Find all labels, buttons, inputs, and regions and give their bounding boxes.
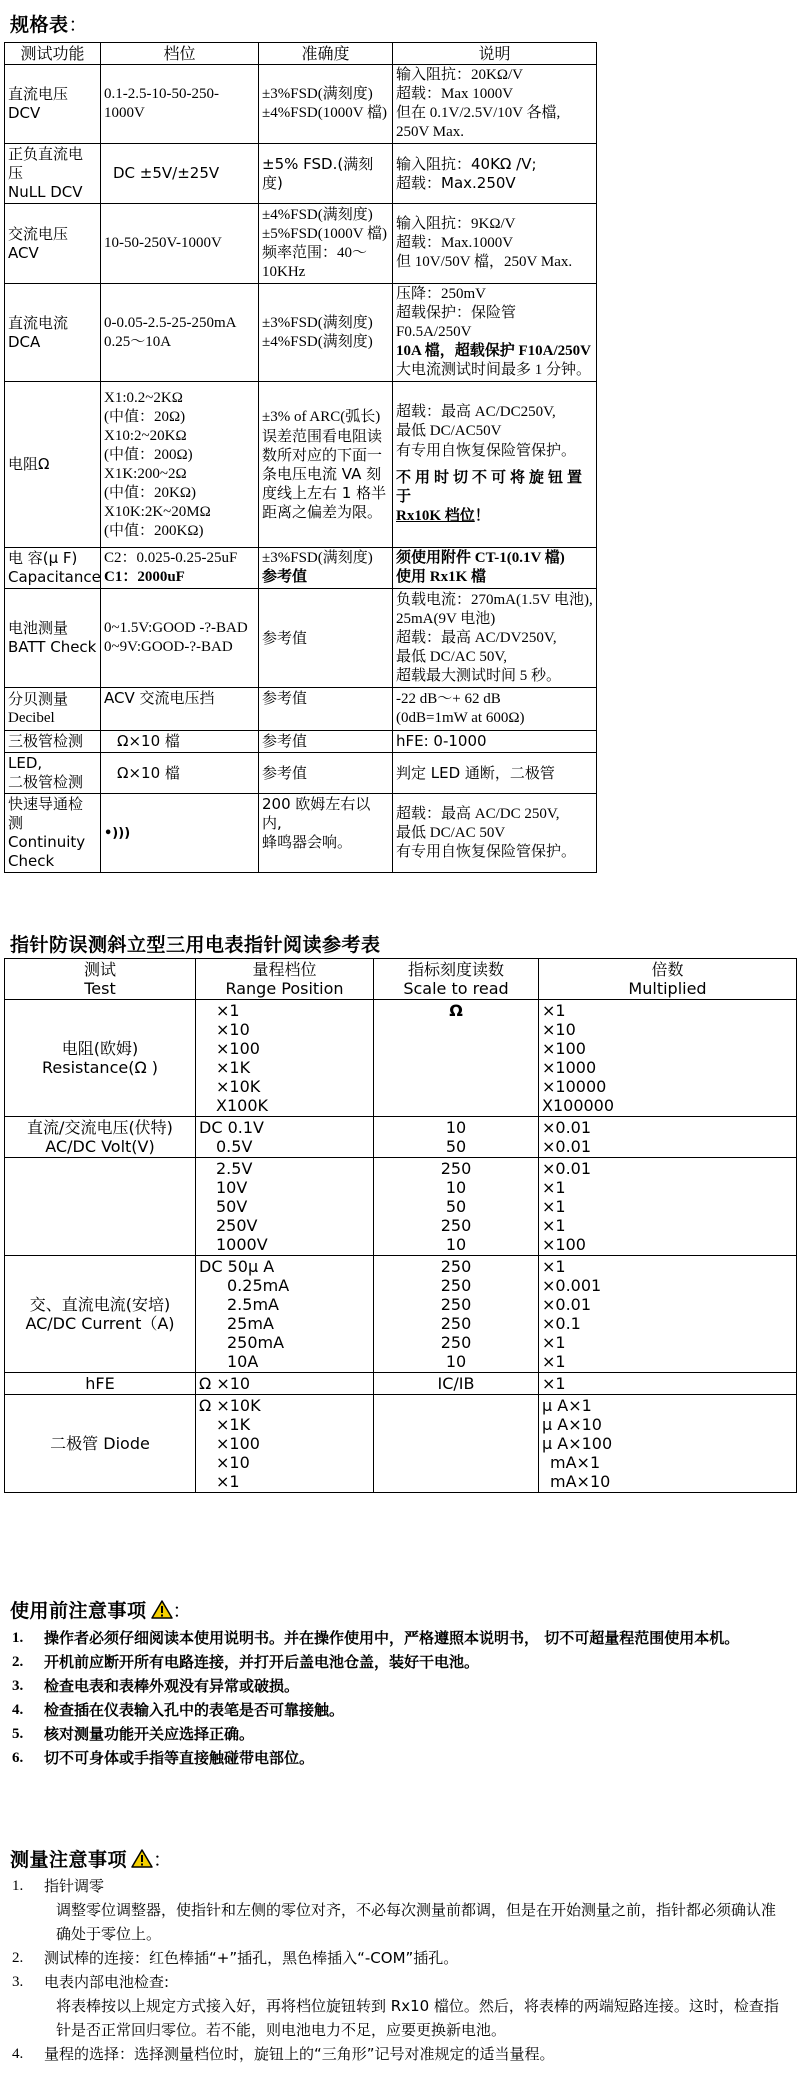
spec-row-null-dcv bbox=[5, 144, 796, 204]
warning-triangle-icon bbox=[151, 1600, 173, 1624]
scale-list: 250 10 50 250 10 bbox=[374, 1158, 539, 1256]
range-cell: X1:0.2~2KΩ (中值：20Ω) X10:2~20KΩ (中值：200Ω) X1K:200~2Ω (中值：20KΩ) X10K:2K~20MΩ (中值：200KΩ) bbox=[101, 382, 259, 548]
function-cell: 电 容(μ F) Capacitance bbox=[5, 548, 101, 589]
list-item: 5. 核对测量功能开关应选择正确。 bbox=[12, 1725, 255, 1743]
reading-group-hfe bbox=[5, 1373, 797, 1395]
function-cell: 直流电流 DCA bbox=[5, 284, 101, 382]
list-item: 2. 测试棒的连接：红色棒插“+”插孔，黑色棒插入“-COM”插孔。 bbox=[12, 1949, 459, 1967]
range-cell bbox=[101, 794, 259, 873]
spec-row-continuity bbox=[5, 794, 796, 873]
spec-row-dcv bbox=[5, 65, 796, 144]
reading-table bbox=[4, 958, 797, 1493]
accuracy-cell: ±3% of ARC(弧长) 误差范围看电阻读数所对应的下面一条电压电流 VA 刻度线上左右 1 格半距离之偏差为限。 bbox=[259, 382, 393, 548]
range-list: 2.5V 10V 50V 250V 1000V bbox=[196, 1158, 374, 1256]
header-range: 档位 bbox=[101, 43, 259, 65]
spec-row-battery bbox=[5, 589, 796, 688]
range-cell: 0~1.5V:GOOD -?-BAD 0~9V:GOOD-?-BAD bbox=[101, 589, 259, 688]
sound-wave-icon: •))) bbox=[104, 826, 131, 841]
range-list: DC 50μ A 0.25mA 2.5mA 25mA 250mA 10A bbox=[196, 1256, 374, 1373]
header-function: 测试功能 bbox=[5, 43, 101, 65]
range-cell: Ω×10 檔 bbox=[101, 731, 259, 753]
header-scale: 指标刻度读数 Scale to read bbox=[374, 959, 539, 1000]
accuracy-cell: ±3%FSD(满刻度) ±4%FSD(满刻度) bbox=[259, 284, 393, 382]
description-cell: 须使用附件 CT-1(0.1V 檔) 使用 Rx1K 檔 bbox=[393, 548, 597, 589]
list-item: 2. 开机前应断开所有电路连接，并打开后盖电池仓盖，装好干电池。 bbox=[12, 1653, 480, 1671]
range-cell: DC ±5V/±25V bbox=[101, 144, 259, 204]
description-cell: 输入阻抗：9KΩ/V 超载：Max.1000V 但 10V/50V 檔，250V Max. bbox=[393, 204, 597, 284]
description-cell: 负载电流：270mA(1.5V 电池), 25mA(9V 电池) 超载：最高 AC/DV250V, 最低 DC/AC 50V, 超载最大测试时间 5 秒。 bbox=[393, 589, 597, 688]
list-item: 3. 电表内部电池检查: 将表棒按以上规定方式接入好，再将档位旋钮转到 Rx10 檔位。然后，将表棒的两端短路连接。这时，检查指针是否正常回归零位。若不能，则电池电力不足，应要更换新电池。 bbox=[12, 1973, 779, 2039]
multiplier-list: ×0.01 ×0.01 bbox=[539, 1117, 797, 1158]
description-cell: 输入阻抗：40KΩ /V; 超载：Max.250V bbox=[393, 144, 597, 204]
header-description: 说明 bbox=[393, 43, 597, 65]
description-cell: -22 dB～+ 62 dB (0dB=1mW at 600Ω) bbox=[393, 688, 597, 731]
reading-group-volt-high bbox=[5, 1158, 797, 1256]
description-cell: 超载：最高 AC/DC 250V, 最低 DC/AC 50V 有专用自恢复保险管保护。 bbox=[393, 794, 597, 873]
function-cell: 三极管检测 bbox=[5, 731, 101, 753]
before-use-list bbox=[10, 1626, 790, 1770]
test-cell: 电阻(欧姆) Resistance(Ω ) bbox=[5, 1000, 196, 1117]
range-list: Ω ×10K ×1K ×100 ×10 ×1 bbox=[196, 1395, 374, 1493]
multiplier-list: μ A×1 μ A×10 μ A×100 mA×1 mA×10 bbox=[539, 1395, 797, 1493]
function-cell: 交流电压 ACV bbox=[5, 204, 101, 284]
list-item: 6. 切不可身体或手指等直接触碰带电部位。 bbox=[12, 1749, 315, 1767]
function-cell: 直流电压 DCV bbox=[5, 65, 101, 144]
range-list: Ω ×10 bbox=[196, 1373, 374, 1395]
accuracy-cell: 参考值 bbox=[259, 589, 393, 688]
reading-group-diode bbox=[5, 1395, 797, 1493]
test-cell: hFE bbox=[5, 1373, 196, 1395]
range-cell: 0-0.05-2.5-25-250mA 0.25～10A bbox=[101, 284, 259, 382]
scale-list: IC/IB bbox=[374, 1373, 539, 1395]
multiplier-list: ×0.01 ×1 ×1 ×1 ×100 bbox=[539, 1158, 797, 1256]
accuracy-cell: ±3%FSD(满刻度) ±4%FSD(1000V 檔) bbox=[259, 65, 393, 144]
test-cell: 交、直流电流(安培) AC/DC Current（A) bbox=[5, 1256, 196, 1373]
range-cell: 0.1-2.5-10-50-250-1000V bbox=[101, 65, 259, 144]
range-list: DC 0.1V 0.5V bbox=[196, 1117, 374, 1158]
header-accuracy: 准确度 bbox=[259, 43, 393, 65]
function-cell: 快速导通检测 Continuity Check bbox=[5, 794, 101, 873]
test-cell: 二极管 Diode bbox=[5, 1395, 196, 1493]
multiplier-list: ×1 ×0.001 ×0.01 ×0.1 ×1 ×1 bbox=[539, 1256, 797, 1373]
description-cell: 超载：最高 AC/DC250V, 最低 DC/AC50V 有专用自恢复保险管保护。 不用时切不可将旋钮置于 Rx10K 档位！ bbox=[393, 382, 597, 548]
test-cell: 直流/交流电压(伏特) AC/DC Volt(V) bbox=[5, 1117, 196, 1158]
spec-title: 规格表： bbox=[10, 14, 89, 36]
reading-header-row bbox=[5, 959, 797, 1000]
function-cell: 正负直流电压 NuLL DCV bbox=[5, 144, 101, 204]
spec-row-decibel bbox=[5, 688, 796, 731]
function-cell: 电池测量 BATT Check bbox=[5, 589, 101, 688]
multiplier-list: ×1 ×10 ×100 ×1000 ×10000 X100000 bbox=[539, 1000, 797, 1117]
spec-row-transistor bbox=[5, 731, 796, 753]
multiplier-list: ×1 bbox=[539, 1373, 797, 1395]
description-cell: 输入阻抗：20KΩ/V 超载：Max 1000V 但在 0.1V/2.5V/10V 各檔, 250V Max. bbox=[393, 65, 597, 144]
spec-header-row bbox=[5, 43, 796, 65]
header-test: 测试 Test bbox=[5, 959, 196, 1000]
function-cell: LED, 二极管检测 bbox=[5, 753, 101, 794]
accuracy-cell: ±3%FSD(满刻度) 参考值 bbox=[259, 548, 393, 589]
spec-row-led-diode bbox=[5, 753, 796, 794]
list-item: 4. 检查插在仪表输入孔中的表笔是否可靠接触。 bbox=[12, 1701, 345, 1719]
test-cell bbox=[5, 1158, 196, 1256]
header-range-position: 量程档位 Range Position bbox=[196, 959, 374, 1000]
accuracy-cell: 参考值 bbox=[259, 731, 393, 753]
range-cell: Ω×10 檔 bbox=[101, 753, 259, 794]
spec-table bbox=[4, 42, 796, 873]
list-item: 3. 检查电表和表棒外观没有异常或破损。 bbox=[12, 1677, 300, 1695]
scale-list: 250 250 250 250 250 10 bbox=[374, 1256, 539, 1373]
range-cell: C2：0.025-0.25-25uF C1：2000uF bbox=[101, 548, 259, 589]
before-use-title: 使用前注意事项 ： bbox=[10, 1600, 193, 1622]
header-multiplied: 倍数 Multiplied bbox=[539, 959, 797, 1000]
measure-list bbox=[10, 1874, 790, 2066]
reading-group-volt bbox=[5, 1117, 797, 1158]
description-cell: 判定 LED 通断，二极管 bbox=[393, 753, 597, 794]
spec-row-acv bbox=[5, 204, 796, 284]
accuracy-cell: 200 欧姆左右以内, 蜂鸣器会响。 bbox=[259, 794, 393, 873]
description-cell: 压降：250mV 超载保护：保险管 F0.5A/250V 10A 檔，超载保护 F10A/250V 大电流测试时间最多 1 分钟。 bbox=[393, 284, 597, 382]
function-cell: 电阻Ω bbox=[5, 382, 101, 548]
reading-table-title: 指针防误测斜立型三用电表指针阅读参考表 bbox=[10, 934, 381, 956]
range-cell: ACV 交流电压挡 bbox=[101, 688, 259, 731]
list-item: 1. 指针调零 调整零位调整器，使指针和左侧的零位对齐，不必每次测量前都调，但是在开始测量之前，指针都必须确认准确处于零位上。 bbox=[12, 1877, 777, 1943]
reading-group-resistance bbox=[5, 1000, 797, 1117]
scale-list: Ω bbox=[374, 1000, 539, 1117]
accuracy-cell: 参考值 bbox=[259, 688, 393, 731]
range-list: ×1 ×10 ×100 ×1K ×10K X100K bbox=[196, 1000, 374, 1117]
spec-row-resistance bbox=[5, 382, 796, 548]
range-cell: 10-50-250V-1000V bbox=[101, 204, 259, 284]
scale-list: 10 50 bbox=[374, 1117, 539, 1158]
list-item: 4. 量程的选择：选择测量档位时，旋钮上的“三角形”记号对准规定的适当量程。 bbox=[12, 2045, 555, 2063]
spec-row-capacitance bbox=[5, 548, 796, 589]
list-item: 1. 操作者必须仔细阅读本使用说明书。并在操作使用中，严格遵照本说明书， 切不可超量程范围使用本机。 bbox=[12, 1629, 740, 1647]
description-cell: hFE: 0-1000 bbox=[393, 731, 597, 753]
accuracy-cell: ±5% FSD.(满刻度) bbox=[259, 144, 393, 204]
scale-list bbox=[374, 1395, 539, 1493]
reading-group-current bbox=[5, 1256, 797, 1373]
function-cell: 分贝测量 Decibel bbox=[5, 688, 101, 731]
warning-triangle-icon bbox=[131, 1849, 153, 1873]
spec-row-dca bbox=[5, 284, 796, 382]
accuracy-cell: ±4%FSD(满刻度) ±5%FSD(1000V 檔) 频率范围：40～ 10KHz bbox=[259, 204, 393, 284]
accuracy-cell: 参考值 bbox=[259, 753, 393, 794]
measure-title: 测量注意事项 ： bbox=[10, 1849, 173, 1871]
